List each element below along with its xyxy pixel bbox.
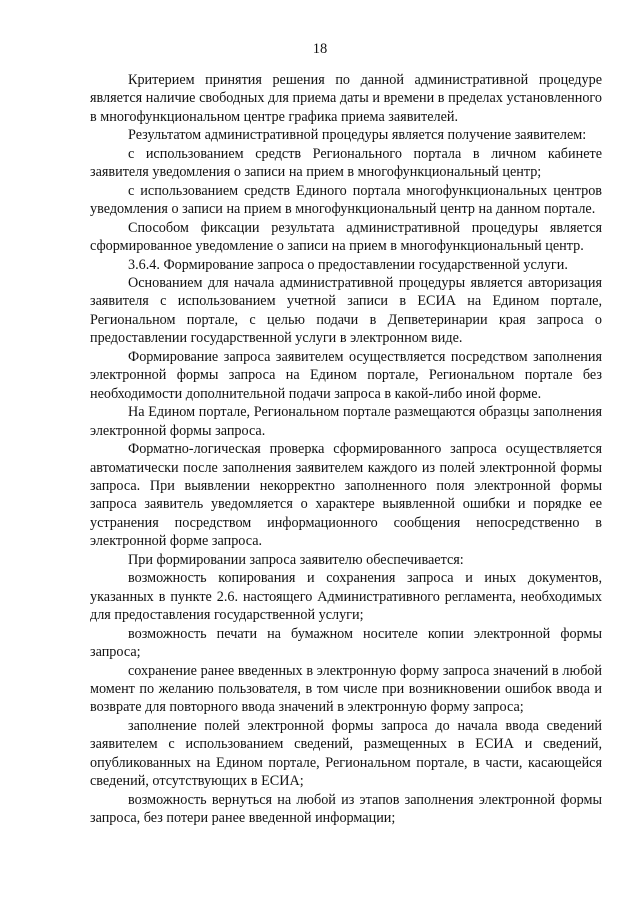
- paragraph-result-fixation: Способом фиксации результата административной процедуры является сформированное уведомление о записи на прием в многофункциональный центр.: [90, 219, 602, 255]
- list-item-copy-save: возможность копирования и сохранения запроса и иных документов, указанных в пункте 2.6. настоящего Административного регламента, необходимых для предоставления государственной услуги;: [90, 570, 602, 624]
- paragraph-procedure-basis: Основанием для начала административной процедуры является авторизация заявителя с использованием учетной записи в ЕСИА на Едином портале, Региональном портале, с целью подачи в Депветеринарии края запроса о предоставлении государственной услуги в электронном виде.: [90, 274, 602, 347]
- paragraph-mfc-portal-notice: с использованием средств Единого портала многофункциональных центров уведомления о записи на прием в многофункциональный центр на данном портале.: [90, 182, 602, 218]
- paragraph-procedure-result: Результатом административной процедуры является получение заявителем:: [128, 127, 587, 144]
- paragraph-regional-portal-notice: с использованием средств Регионального портала в личном кабинете заявителя уведомления о записи на прием в многофункциональный центр;: [90, 145, 602, 181]
- list-item-return-to-step: возможность вернуться на любой из этапов заполнения электронной формы запроса, без потери ранее введенной информации;: [90, 791, 602, 827]
- paragraph-decision-criterion: Критерием принятия решения по данной административной процедуре является наличие свободных для приема даты и времени в пределах установленного в многофункциональном центре графика приема заявителей.: [90, 72, 602, 125]
- section-heading-3-6-4: 3.6.4. Формирование запроса о предоставлении государственной услуги.: [128, 256, 568, 273]
- page-number: 18: [312, 41, 328, 57]
- paragraph-format-check: Форматно-логическая проверка сформированного запроса осуществляется автоматически после заполнения заявителем каждого из полей электронной формы запроса. При выявлении некорректно заполненного поля электронной формы запроса заявитель уведомляется о характере выявленной ошибки и порядке ее устранения посредством информационного сообщения непосредственно в электронной форме запроса.: [90, 441, 602, 550]
- list-item-save-values: сохранение ранее введенных в электронную форму запроса значений в любой момент по желанию пользователя, в том числе при возникновении ошибок ввода и возврате для повторного ввода значений в электронную форму запроса;: [90, 662, 602, 716]
- list-item-prefill: заполнение полей электронной формы запроса до начала ввода сведений заявителем с использованием сведений, размещенных в ЕСИА и сведений, опубликованных на Едином портале, Региональном портале, в части, касающейся сведений, отсутствующих в ЕСИА;: [90, 717, 602, 790]
- document-body: [90, 71, 602, 828]
- paragraph-provided-features-intro: При формировании запроса заявителю обеспечивается:: [128, 551, 464, 568]
- paragraph-form-samples: На Едином портале, Региональном портале размещаются образцы заполнения электронной формы запроса.: [90, 404, 602, 439]
- list-item-print: возможность печати на бумажном носителе копии электронной формы запроса;: [90, 625, 602, 661]
- paragraph-request-formation: Формирование запроса заявителем осуществляется посредством заполнения электронной формы запроса на Едином портале, Региональном портале без необходимости дополнительной подачи запроса в какой-либо иной форме.: [90, 348, 602, 402]
